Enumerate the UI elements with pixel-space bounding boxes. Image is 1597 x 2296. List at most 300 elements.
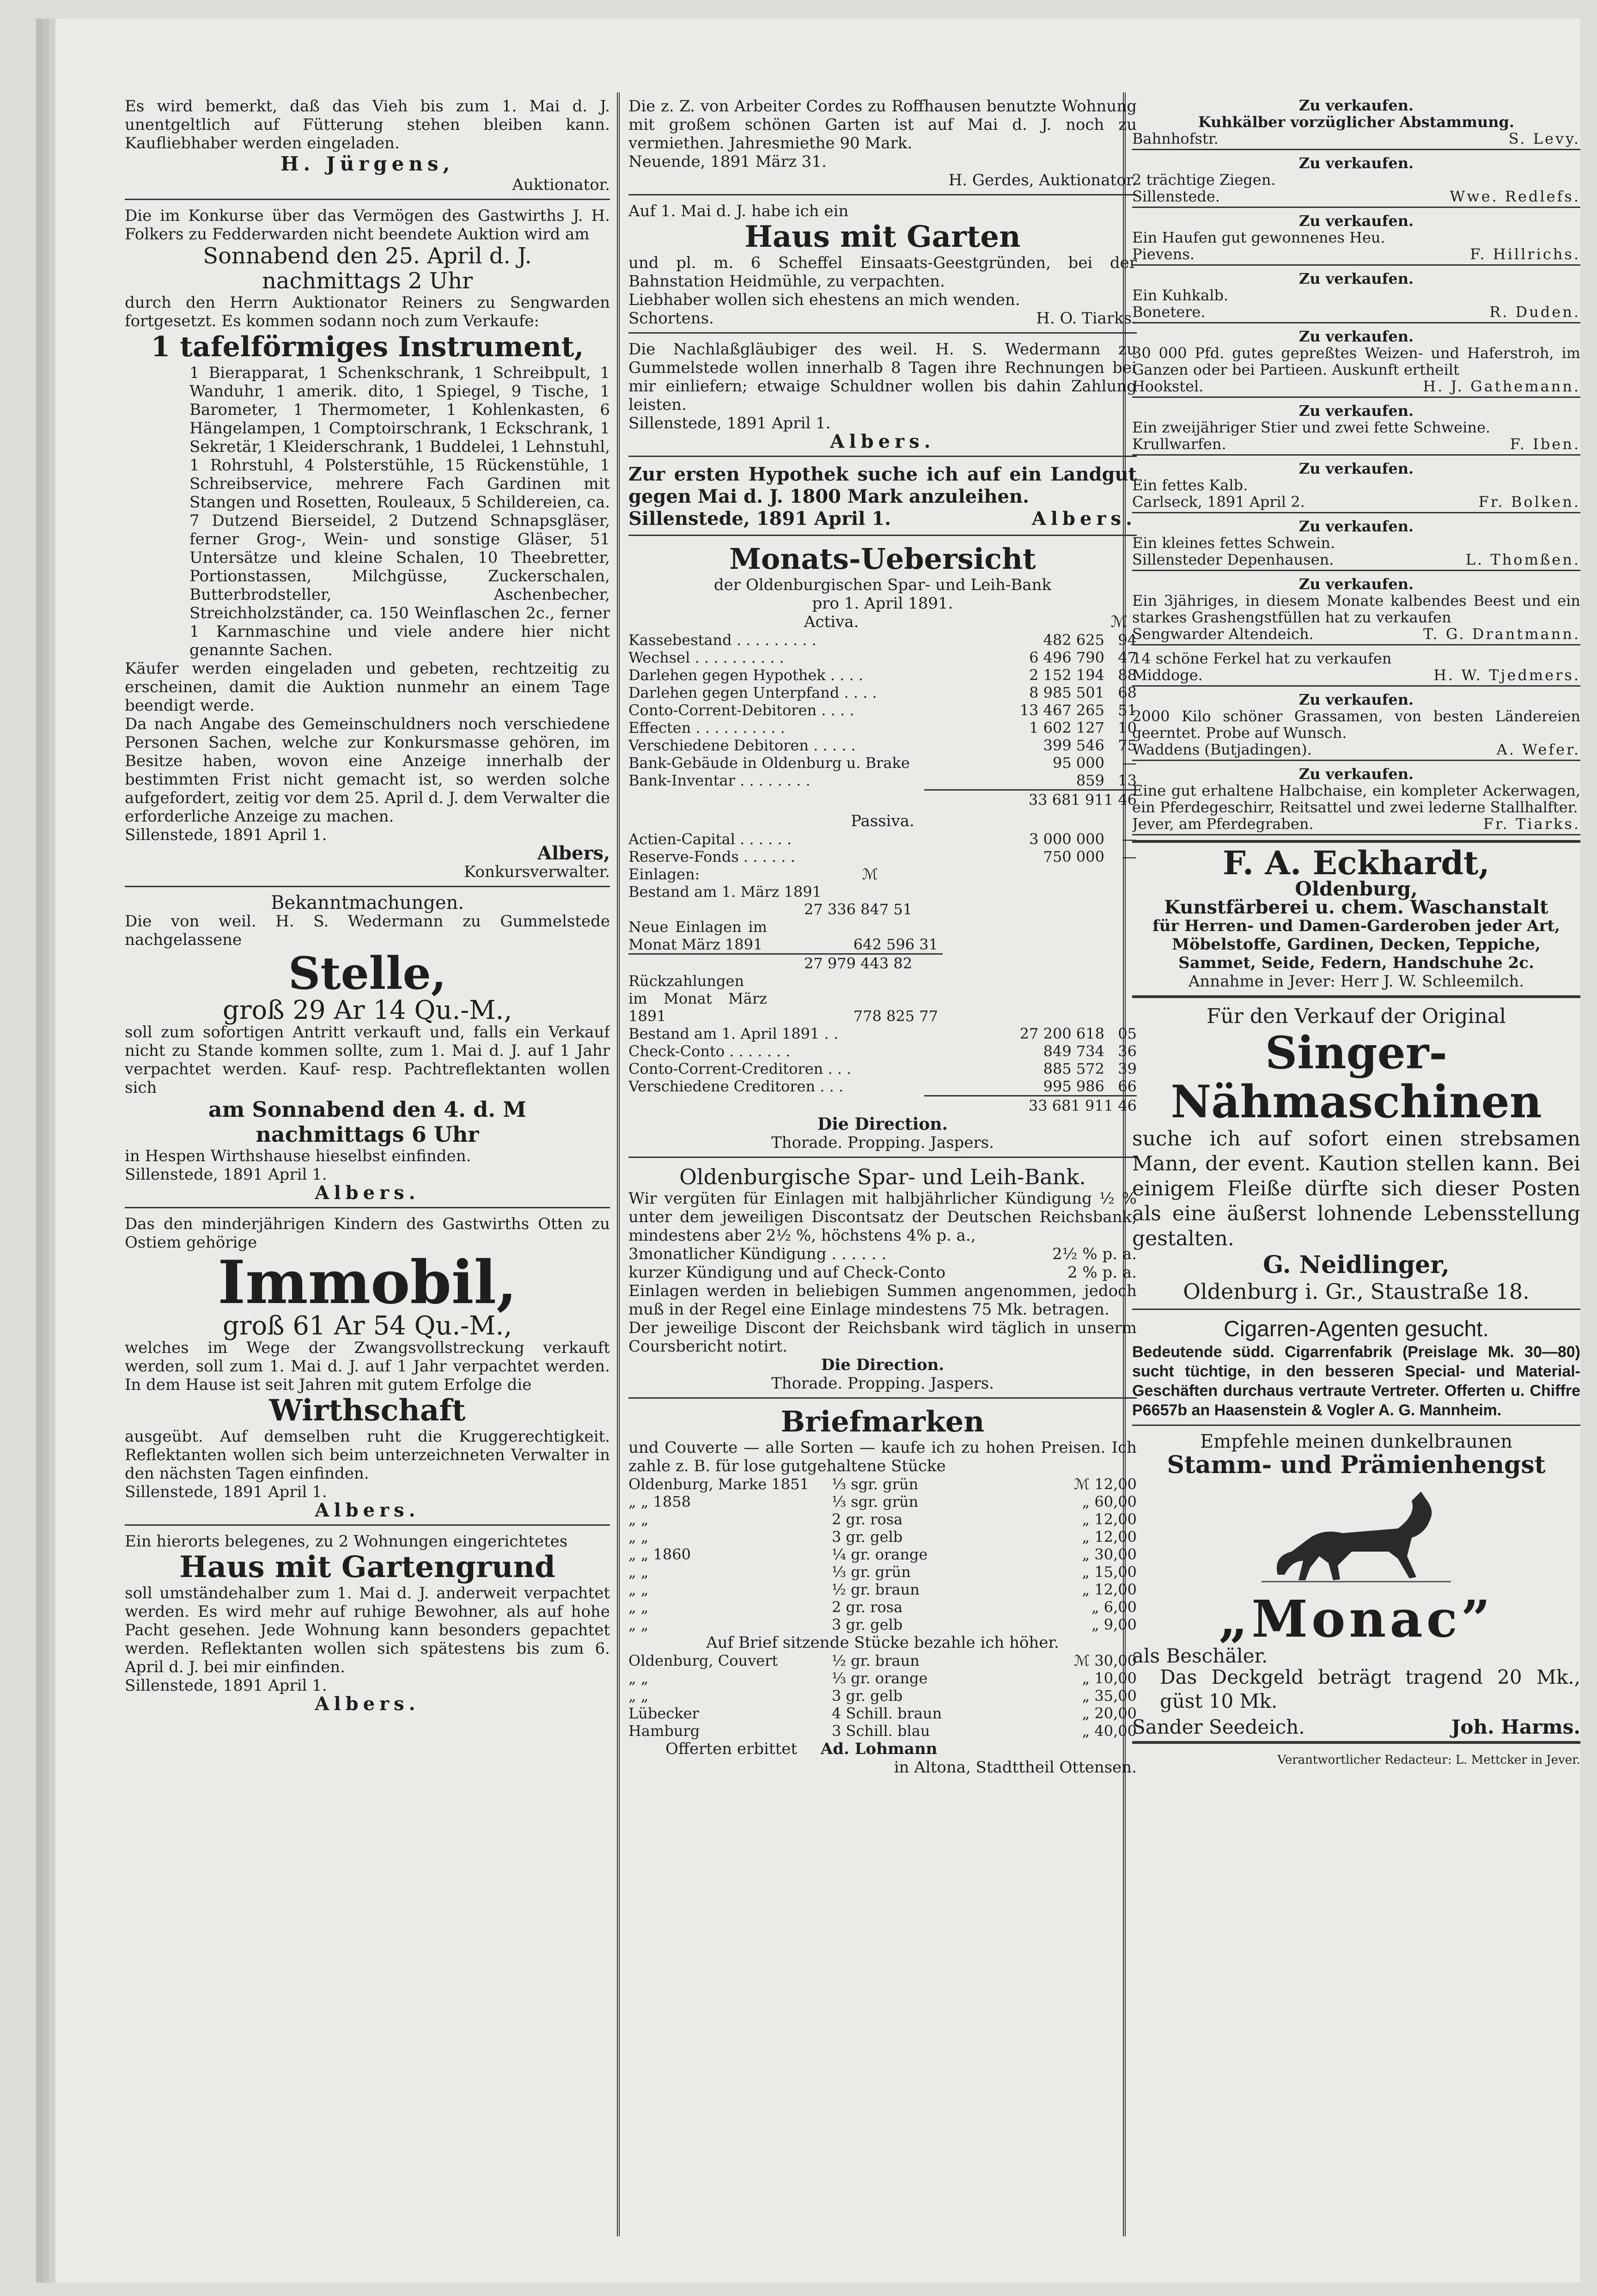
divider (628, 535, 1137, 536)
ad-nachlass (628, 340, 1137, 451)
for-sale-title: Zu verkaufen. (1298, 328, 1414, 345)
signature-line (1132, 304, 1580, 320)
divider (125, 199, 610, 200)
for-sale-ad (1132, 270, 1580, 323)
ad-text: Die z. Z. von Arbeiter Cordes zu Roffhausen benutzte Wohnung mit großem schönen Garten ist auf Mai d. J. noch zu vermiethen. Jahresmiethe 90 Mark. (628, 97, 1137, 152)
ad-text: als Beschäler. (1132, 1644, 1268, 1667)
column-1 (125, 97, 610, 2232)
row-label: Actien-Capital . . . . . . (628, 830, 792, 848)
ad-text: Da nach Angabe des Gemeinschuldners noch verschiedene Personen Sachen, welche zur Konkursmasse gehören, im Besitze haben, wovon eine Anzeige innerhalb der bestimmten Frist nicht gemacht ist, so werden solche aufgefordert, zeitig vor dem 25. April d. J. dem Verwalter die erforderliche Anzeige zu machen. (125, 715, 610, 826)
for-sale-title: Zu verkaufen. (1298, 97, 1414, 114)
signature: H. O. Tiarks. (1036, 309, 1137, 328)
column-rule (617, 92, 620, 2236)
row-mark: 27 200 618 (1019, 1025, 1104, 1042)
for-sale-title: Zu verkaufen. (1298, 765, 1414, 783)
signature: R. Duden. (1489, 303, 1580, 321)
place-date: Sillenstede, 1891 April 1. (628, 508, 891, 530)
for-sale-text: Eine gut erhaltene Halbchaise, ein kompleter Ackerwagen, ein Pferdegeschirr, Reitsattel und zwei lederne Stallhalfter. (1132, 782, 1580, 816)
stamp-value: ½ gr. braun (832, 1581, 920, 1598)
horse-name: „Monac” (1219, 1589, 1494, 1649)
ad-auction-folkers (125, 207, 610, 881)
ad-date: am Sonnabend den 4. d. M (208, 1097, 527, 1122)
address: Oldenburg i. Gr., Staustraße 18. (1183, 1279, 1530, 1304)
row-mark: 6 496 790 (1029, 649, 1104, 666)
signature: S. Levy. (1508, 130, 1580, 147)
stamp-price: ℳ 30,00 (1074, 1652, 1137, 1669)
section-title: Bekanntmachungen. (271, 892, 464, 914)
signature: G. Neidlinger, (1263, 1251, 1450, 1279)
for-sale-ad (1132, 766, 1580, 835)
table-row (628, 1563, 1137, 1581)
table-row (628, 737, 1137, 754)
activa-table (628, 631, 1137, 789)
ad-hypothek (628, 463, 1137, 530)
for-sale-text: Ein kleines fettes Schwein. (1132, 534, 1335, 552)
signature: Wwe. Redlefs. (1450, 188, 1580, 205)
passiva-table (628, 830, 1137, 865)
table-row (628, 1528, 1137, 1546)
ad-text: suche ich auf sofort einen strebsamen Mann, der event. Kaution stellen kann. Bei einigem Fleiße dürfte sich dieser Posten als eine äußerst lohnende Lebensstellung gestalten. (1132, 1127, 1580, 1250)
ad-headline: Haus mit Garten (744, 219, 1021, 254)
column-3 (1132, 97, 1580, 2232)
ad-text: Einlagen werden in beliebigen Summen angenommen, jedoch muß in der Regel eine Einlage mindestens 75 Mk. betragen. (628, 1282, 1137, 1319)
signature: Albers. (315, 1693, 420, 1715)
for-sale-title: Zu verkaufen. (1298, 575, 1414, 593)
stamp-value: 3 Schill. blau (832, 1722, 930, 1740)
for-sale-text: Ein fettes Kalb. (1132, 476, 1248, 494)
signature-line (628, 508, 1137, 530)
stamp-price: „ 15,00 (1082, 1563, 1137, 1581)
for-sale-ad (1132, 97, 1580, 150)
ad-cigarren (1132, 1316, 1580, 1420)
ad-text: Auf 1. Mai d. J. habe ich ein (628, 202, 849, 220)
ad-text: Die Nachlaßgläubiger des weil. H. S. Wedermann zu Gummelstede wollen innerhalb 8 Tagen ihre Rechnungen bei mir einliefern; etwaige Schuldner wollen bis dahin Zahlung leisten. (628, 340, 1137, 414)
currency-label: ℳ (862, 865, 878, 883)
stamp-origin: „ „ (628, 1581, 649, 1598)
company-agency: Annahme in Jever: Herr J. W. Schleemilch. (1188, 972, 1524, 991)
stamp-origin: Hamburg (628, 1722, 700, 1740)
table-row (628, 1687, 1137, 1705)
ad-briefmarken (628, 1405, 1137, 1777)
place: Sengwarder Altendeich. (1132, 625, 1314, 643)
row-label: Verschiedene Creditoren . . . (628, 1078, 844, 1095)
place-date: Sillenstede, 1891 April 1. (628, 414, 831, 432)
passiva-total: 33 681 911 46 (924, 1095, 1137, 1115)
row-mark: 1 602 127 (1029, 719, 1104, 737)
row-mark: 13 467 265 (1019, 701, 1104, 719)
ad-text: Auf Brief sitzende Stücke bezahle ich höher. (706, 1633, 1059, 1652)
activa-header (628, 613, 1137, 631)
signature-line (1132, 246, 1580, 262)
for-sale-ad (1132, 518, 1580, 571)
ad-juergens (125, 97, 610, 194)
signature: Fr. Tiarks. (1483, 815, 1580, 833)
ad-size: groß 61 Ar 54 Qu.-M., (222, 1311, 512, 1341)
divider (1132, 1425, 1580, 1426)
stamp-price: „ 12,00 (1082, 1528, 1137, 1546)
stamp-price: „ 60,00 (1082, 1493, 1137, 1510)
table-row (628, 1546, 1137, 1563)
signature: H. J. Gathemann. (1423, 378, 1580, 395)
table-row (628, 649, 1137, 666)
for-sale-ad (1132, 576, 1580, 646)
table-row (628, 1025, 1137, 1042)
table-row (628, 1705, 1137, 1722)
row-pf: 39 (1118, 1060, 1137, 1078)
for-sale-title: Zu verkaufen. (1298, 270, 1414, 287)
stamp-value: ⅓ gr. grün (832, 1563, 911, 1581)
rate-label: 3monatlicher Kündigung . . . . . . (628, 1245, 887, 1263)
table-row (628, 1722, 1137, 1740)
rueckzahlungen-label: Rückzahlungen im Monat März 1891 (628, 972, 767, 1025)
ad-wohnung (628, 97, 1137, 189)
divider (1132, 1309, 1580, 1310)
ad-text: welches im Wege der Zwangsvollstreckung verkauft werden, soll zum 1. Mai d. J. auf 1 Jahr verpachtet werden. In dem Hause ist seit Jahren mit gutem Erfolge die (125, 1339, 610, 1394)
ad-subheadline: Wirthschaft (269, 1393, 466, 1428)
passiva-table-2 (628, 1025, 1137, 1095)
signature-line (1132, 741, 1580, 758)
row-mark: 750 000 (1043, 848, 1104, 865)
ad-text: Käufer werden eingeladen und gebeten, rechtzeitig zu erscheinen, damit die Auktion nunmehr an einem Tage beendigt werde. (125, 659, 610, 715)
stamp-value: ½ gr. braun (832, 1652, 920, 1669)
ad-singer (1132, 1005, 1580, 1304)
place: Bonetere. (1132, 303, 1206, 321)
table-row (628, 684, 1137, 701)
statement-period: pro 1. April 1891. (812, 594, 953, 613)
stamp-origin: „ „ (628, 1563, 649, 1581)
ad-text: Liebhaber wollen sich ehestens an mich wenden. (628, 291, 1020, 309)
row-label: Kassebestand . . . . . . . . . (628, 631, 817, 649)
ad-haus-gartengrund (125, 1532, 610, 1713)
bestand-maerz-label: Bestand am 1. März 1891 (628, 883, 822, 901)
row-pf: 51 (1118, 701, 1137, 719)
statement-title: Monats-Uebersicht (729, 542, 1036, 576)
ad-headline: Briefmarken (780, 1405, 985, 1438)
for-sale-title: Zu verkaufen. (1298, 212, 1414, 230)
ad-time: nachmittags 6 Uhr (256, 1122, 479, 1147)
direction-title: Die Direction. (817, 1115, 948, 1134)
horse-image (1259, 1482, 1453, 1589)
row-pf: 36 (1118, 1042, 1137, 1060)
place: Hookstel. (1132, 378, 1204, 395)
ad-text: Die im Konkurse über das Vermögen des Gastwirths J. H. Folkers zu Fedderwarden nicht beendete Auktion wird am (125, 207, 610, 244)
for-sale-text: Ein zweijähriger Stier und zwei fette Schweine. (1132, 419, 1491, 436)
table-row (628, 719, 1137, 737)
stamp-value: ⅓ sgr. grün (832, 1493, 919, 1510)
row-pf: — (1122, 848, 1137, 865)
passiva-label: Passiva. (851, 812, 914, 830)
place: Sillenstede. (1132, 188, 1220, 205)
activa-label: Activa. (804, 613, 859, 631)
place: Bahnhofstr. (1132, 130, 1219, 147)
for-sale-title: Zu verkaufen. (1298, 691, 1414, 708)
table-row (628, 754, 1137, 772)
row-label: Bestand am 1. April 1891 . . (628, 1025, 839, 1042)
table-row (628, 1616, 1137, 1633)
for-sale-ad (1132, 460, 1580, 513)
row-pf: 13 (1118, 772, 1137, 789)
ad-text: Bedeutende südd. Cigarrenfabrik (Preislage Mk. 30—80) sucht tüchtige, in den besseren Special- und Material-Geschäften durchaus vertraute Vertreter. Offerten u. Chiffre P6657b an Haasenstein & Vogler A. G. Mannheim. (1132, 1343, 1580, 1419)
for-sale-text: Ein 3jähriges, in diesem Monate kalbendes Beest und ein starkes Grashengstfüllen hat zu verkaufen (1132, 592, 1580, 626)
signature: H. Gerdes, Auktionator. (948, 171, 1137, 189)
row-label: Darlehen gegen Unterpfand . . . . (628, 684, 877, 701)
for-sale-title: Zu verkaufen. (1298, 402, 1414, 420)
row-mark: 95 000 (1053, 754, 1104, 772)
for-sale-list (1132, 97, 1580, 835)
divider (1132, 995, 1580, 998)
place-date: Sillenstede, 1891 April 1. (125, 1483, 327, 1501)
for-sale-ad (1132, 213, 1580, 266)
ad-headline-2: Nähmaschinen (1170, 1076, 1542, 1128)
row-mark: 3 000 000 (1029, 830, 1104, 848)
zwischensumme: 27 979 443 82 (628, 953, 943, 972)
stamp-origin: Oldenburg, Couvert (628, 1652, 778, 1669)
for-sale-text: Ein Kuhkalb. (1132, 286, 1229, 304)
ad-text: Wir vergüten für Einlagen mit halbjährlicher Kündigung ½ % unter dem jeweiligen Discontsatz der Deutschen Reichsbank, mindestens aber 2½ %, höchstens 4% p. a., (628, 1189, 1137, 1245)
row-pf: 75 (1118, 737, 1137, 754)
stamp-value: 2 gr. rosa (832, 1598, 903, 1616)
divider (628, 1157, 1137, 1158)
row-mark: 399 546 (1043, 737, 1104, 754)
signature-line (1132, 436, 1580, 452)
ad-headline: 1 tafelförmiges Instrument, (151, 331, 584, 363)
stamp-value: 2 gr. rosa (832, 1510, 903, 1528)
signature: A. Wefer. (1496, 741, 1580, 758)
table-row (628, 1042, 1137, 1060)
row-label: Reserve-Fonds . . . . . . (628, 848, 795, 865)
stamp-price: „ 10,00 (1082, 1669, 1137, 1687)
signature: F. Hillrichs. (1470, 245, 1580, 263)
column-2 (628, 97, 1137, 2232)
stamp-origin: „ „ (628, 1616, 649, 1633)
stamp-price: „ 35,00 (1082, 1687, 1137, 1705)
signature-line (1132, 1718, 1580, 1736)
company-trade: Kunstfärberei u. chem. Waschanstalt (1164, 896, 1548, 918)
ad-immobil (125, 1215, 610, 1520)
table-row (628, 1669, 1137, 1687)
ad-text: Das den minderjährigen Kindern des Gastwirths Otten zu Ostiem gehörige (125, 1215, 610, 1252)
for-sale-ad (1132, 650, 1580, 687)
place: Middoge. (1132, 666, 1203, 684)
signature: T. G. Drantmann. (1423, 625, 1580, 643)
rate-value: 2½ % p. a. (1052, 1245, 1137, 1263)
stamp-origin: „ „ (628, 1598, 649, 1616)
einlagen-label: Einlagen: (628, 865, 700, 883)
ad-headline: Immobil, (218, 1248, 517, 1317)
ad-intro: Empfehle meinen dunkelbraunen (1200, 1431, 1512, 1452)
place-date: Sillenstede, 1891 April 1. (125, 1165, 327, 1184)
for-sale-title: Zu verkaufen. (1298, 518, 1414, 535)
signature-line (628, 309, 1137, 328)
for-sale-ad (1132, 691, 1580, 761)
table-row (628, 666, 1137, 684)
signature: L. Thomßen. (1465, 551, 1580, 568)
row-label: Conto-Corrent-Creditoren . . . (628, 1060, 852, 1078)
table-row (628, 1510, 1137, 1528)
stamp-value: ¼ gr. orange (832, 1546, 928, 1563)
place: Krullwarfen. (1132, 435, 1226, 453)
place: Sillensteder Depenhausen. (1132, 551, 1334, 568)
row-pf: 10 (1118, 719, 1137, 737)
divider (1132, 1741, 1580, 1744)
stamp-price: „ 12,00 (1082, 1581, 1137, 1598)
neue-einlagen-value: 642 596 31 (853, 936, 938, 953)
direction-title: Die Direction. (821, 1356, 945, 1374)
stamp-price-table (628, 1475, 1137, 1633)
row-pf: 88 (1118, 666, 1137, 684)
place: Sander Seedeich. (1132, 1716, 1305, 1738)
signature: H. W. Tjedmers. (1433, 666, 1580, 684)
divider (125, 886, 610, 887)
signature-line (1132, 667, 1580, 683)
ad-intro: Für den Verkauf der Original (1206, 1005, 1506, 1028)
neue-einlagen-label: Neue Einlagen im Monat März 1891 (628, 918, 767, 953)
row-pf: — (1122, 830, 1137, 848)
for-sale-ad (1132, 155, 1580, 208)
stamp-origin: „ „ 1860 (628, 1546, 691, 1563)
signature: F. Iben. (1510, 435, 1580, 453)
signature: H. Jürgens, (280, 152, 455, 175)
signature: Albers. (315, 1182, 420, 1204)
for-sale-text: 14 schöne Ferkel hat zu verkaufen (1132, 650, 1392, 667)
ad-text: und Couverte — alle Sorten — kaufe ich zu hohen Preisen. Ich zahle z. B. für lose gutgehaltene Stücke (628, 1438, 1137, 1475)
stamp-value: ⅓ sgr. grün (832, 1475, 919, 1493)
stamp-price: „ 20,00 (1082, 1705, 1137, 1722)
for-sale-title: Zu verkaufen. (1298, 154, 1414, 172)
stamp-value: 3 gr. gelb (832, 1528, 903, 1546)
stamp-origin: „ „ (628, 1528, 649, 1546)
ad-subheadline: Stamm- und Prämienhengst (1167, 1451, 1546, 1479)
table-row (628, 1493, 1137, 1510)
ad-text: Ein hierorts belegenes, zu 2 Wohnungen eingerichtetes (125, 1532, 568, 1551)
stamp-value: 4 Schill. braun (832, 1705, 942, 1722)
ad-text: Die von weil. H. S. Wedermann zu Gummelstede nachgelassene (125, 912, 610, 949)
company-city: Oldenburg, (1295, 877, 1418, 900)
row-label: Bank-Gebäude in Oldenburg u. Brake (628, 754, 910, 772)
stamp-origin: „ „ 1858 (628, 1493, 691, 1510)
ad-time: nachmittags 2 Uhr (262, 268, 473, 294)
monthly-statement (628, 542, 1137, 1152)
divider (125, 1524, 610, 1526)
row-pf: — (1122, 754, 1137, 772)
place: Jever, am Pferdegraben. (1132, 815, 1314, 833)
row-label: Darlehen gegen Hypothek . . . . (628, 666, 864, 684)
signature: Albers. (830, 431, 935, 452)
ad-date: Sonnabend den 25. April d. J. (203, 243, 532, 269)
signature: Albers. (315, 1499, 420, 1521)
signature: Albers, (537, 842, 610, 864)
signature: Fr. Bolken. (1478, 493, 1580, 511)
row-label: Check-Conto . . . . . . . (628, 1042, 791, 1060)
stamp-price: „ 12,00 (1082, 1510, 1137, 1528)
rate-label: kurzer Kündigung und auf Check-Conto (628, 1263, 946, 1282)
table-row (628, 848, 1137, 865)
ad-text: und pl. m. 6 Scheffel Einsaats-Geestgründen, bei der Bahnstation Heidmühle, zu verpachten. (628, 254, 1137, 291)
newspaper-page (55, 18, 1580, 2283)
stamp-value: 3 gr. gelb (832, 1687, 903, 1705)
for-sale-text: 2 trächtige Ziegen. (1132, 171, 1276, 189)
for-sale-title: Zu verkaufen. (1298, 460, 1414, 477)
row-label: Effecten . . . . . . . . . . (628, 719, 785, 737)
signature-line (1132, 378, 1580, 395)
signature-line (1132, 493, 1580, 510)
place: Schortens. (628, 309, 714, 328)
place-date: Neuende, 1891 März 31. (628, 152, 827, 171)
table-row (628, 1060, 1137, 1078)
table-row (628, 701, 1137, 719)
rate-value: 2 % p. a. (1067, 1263, 1137, 1282)
statement-subtitle: der Oldenburgischen Spar- und Leih-Bank (713, 576, 1052, 594)
ad-text: Zur ersten Hypothek suche ich auf ein Landgut gegen Mai d. J. 1800 Mark anzuleihen. (628, 463, 1137, 507)
ad-size: groß 29 Ar 14 Qu.-M., (222, 995, 512, 1025)
row-pf: 47 (1118, 649, 1137, 666)
row-mark: 995 986 (1043, 1078, 1104, 1095)
ad-text: in Hespen Wirthshause hieselbst einfinden. (125, 1147, 471, 1165)
ad-monac (1132, 1432, 1580, 1736)
editor-line: Verantwortlicher Redacteur: L. Mettcker in Jever. (1277, 1753, 1580, 1767)
stamp-origin: „ „ (628, 1510, 649, 1528)
stamp-price: ℳ 12,00 (1074, 1475, 1137, 1493)
stamp-price: „ 6,00 (1091, 1598, 1137, 1616)
for-sale-ad (1132, 402, 1580, 456)
signature: Joh. Harms. (1451, 1716, 1580, 1738)
signature-role: Konkursverwalter. (464, 863, 610, 881)
bank-title: Oldenburgische Spar- und Leih-Bank. (679, 1164, 1086, 1189)
rueckzahlungen-value: 778 825 77 (853, 1007, 938, 1025)
ad-haus-garten (628, 202, 1137, 328)
ad-text: Es wird bemerkt, daß das Vieh bis zum 1. Mai d. J. unentgeltlich auf Fütterung stehen bleiben kann. Kaufliebhaber werden eingeladen. (125, 97, 610, 152)
divider (628, 456, 1137, 457)
stamp-origin: Oldenburg, Marke 1851 (628, 1475, 809, 1493)
stamp-origin: „ „ (628, 1687, 649, 1705)
ad-text: soll umständehalber zum 1. Mai d. J. anderweit verpachtet werden. Es wird mehr auf ruhige Bewohner, als auf hohe Pacht gesehen. Jede Wohnung kann besonders gepachtet werden. Reflektanten wollen sich spätestens bis zum 6. April d. J. bei mir einfinden. (125, 1584, 610, 1676)
stamp-price: „ 40,00 (1082, 1722, 1137, 1740)
row-pf: 94 (1118, 631, 1137, 649)
signature-line (1132, 130, 1580, 147)
divider (628, 194, 1137, 195)
ad-text: durch den Herrn Auktionator Reiners zu Sengwarden fortgesetzt. Es kommen sodann noch zum Verkaufe: (125, 293, 610, 330)
row-mark: 8 985 501 (1029, 684, 1104, 701)
row-label: Bank-Inventar . . . . . . . . (628, 772, 811, 789)
ad-text: soll zum sofortigen Antritt verkauft und, falls ein Verkauf nicht zu Stande kommen sollte, zum 1. Mai d. J. auf 1 Jahr verpachtet werden. Kauf- resp. Pachtreflektanten wollen sich (125, 1023, 610, 1097)
signature-line (1132, 551, 1580, 568)
stamp-value: ⅓ gr. orange (832, 1669, 928, 1687)
row-label: Conto-Corrent-Debitoren . . . . (628, 701, 854, 719)
place: Waddens (Butjadingen). (1132, 741, 1312, 758)
ad-text: Der jeweilige Discont der Reichsbank wird täglich in unserm Coursbericht notirt. (628, 1319, 1137, 1356)
ad-headline: Stelle, (288, 947, 447, 999)
for-sale-text: Kuhkälber vorzüglicher Abstammung. (1198, 113, 1514, 131)
signature: Ad. Lohmann (820, 1740, 938, 1758)
row-pf: 68 (1118, 684, 1137, 701)
row-label: Wechsel . . . . . . . . . . (628, 649, 784, 666)
table-row (628, 830, 1137, 848)
row-pf: 66 (1118, 1078, 1137, 1095)
table-row (628, 1652, 1137, 1669)
ad-headline: Singer- (1265, 1027, 1448, 1079)
for-sale-ad (1132, 328, 1580, 398)
ad-text: Das Deckgeld beträgt tragend 20 Mk., güst 10 Mk. (1160, 1666, 1580, 1712)
activa-total: 33 681 911 46 (924, 789, 1137, 809)
table-row (628, 631, 1137, 649)
divider (628, 1397, 1137, 1399)
row-mark: 849 734 (1043, 1042, 1104, 1060)
row-mark: 885 572 (1043, 1060, 1104, 1078)
company-services: für Herren- und Damen-Garderoben jeder Art, Möbelstoffe, Gardinen, Decken, Teppiche, Sammet, Seide, Federn, Handschuhe 2c. (1152, 917, 1560, 972)
table-row (628, 772, 1137, 789)
row-mark: 859 (1076, 772, 1104, 789)
signature-line (1132, 816, 1580, 832)
